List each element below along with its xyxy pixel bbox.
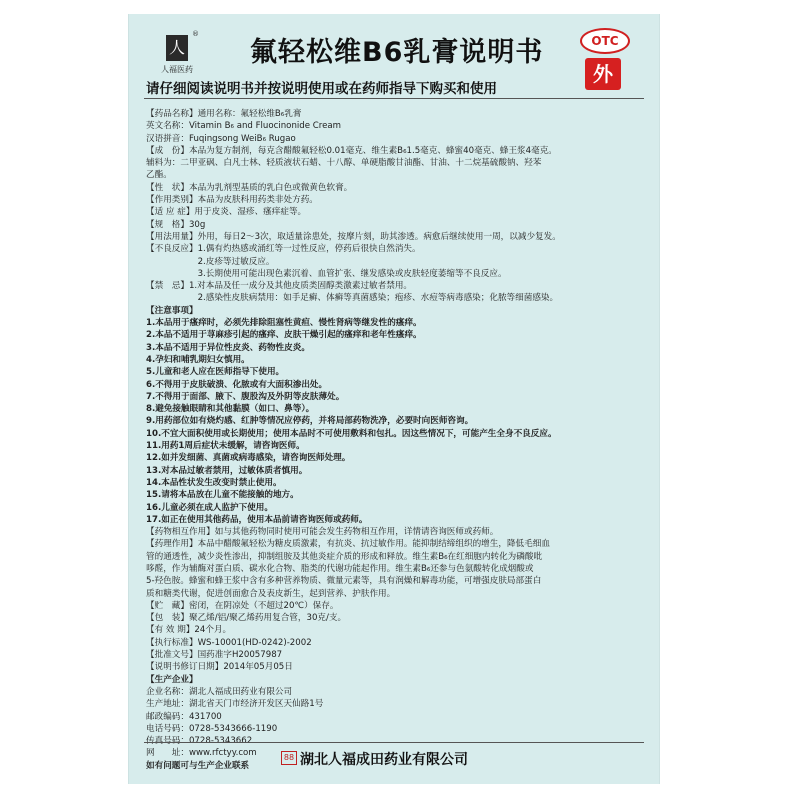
text-line: 5-羟色胺。蜂蜜和蜂王浆中含有多种营养物质、微量元素等，具有润燥和解毒功能，可增强皮肤局部蛋白	[146, 576, 542, 587]
text-line: 【用法用量】外用，每日2～3次，取适量涂患处，按摩片刻，助其渗透。病愈后继续使用一周，以减少复发。	[146, 231, 561, 242]
text-line: 网 址：www.rfctyy.com	[146, 748, 257, 759]
text-line: 英文名称：Vitamin B₆ and Fluocinonide Cream	[146, 121, 342, 132]
text-line: 乙酯。	[146, 170, 172, 181]
text-line: 13.对本品过敏者禁用，过敏体质者慎用。	[146, 465, 308, 476]
text-line: 电话号码：0728-5343666-1190	[146, 723, 278, 734]
text-line: 4.孕妇和哺乳期妇女慎用。	[146, 354, 250, 365]
text-line: 【禁 忌】1.对本品及任一成分及其他皮质类固醇类激素过敏者禁用。	[146, 281, 413, 292]
text-line: 2.皮疹等过敏反应。	[146, 256, 275, 267]
text-line: 7.不得用于面部、腋下、腹股沟及外阴等皮肤薄处。	[146, 391, 345, 402]
text-line: 2.感染性皮肤病禁用：如手足癣、体癣等真菌感染；疱疹、水痘等病毒感染；化脓等细菌感染。	[146, 293, 559, 304]
text-line: 质和糖类代谢，促进创面愈合及表皮新生，起到营养、护肤作用。	[146, 588, 396, 599]
footer-logo-icon: 88	[281, 751, 297, 765]
text-line: 【贮 藏】密闭，在阴凉处（不超过20℃）保存。	[146, 600, 339, 611]
text-line: 9.用药部位如有烧灼感、红肿等情况应停药，并将局部药物洗净，必要时向医师咨询。	[146, 416, 474, 427]
text-line: 哆醛，作为辅酶对蛋白质、碳水化合物、脂类的代谢功能起作用。维生素B₆还参与色氨酸转化成烟酸或	[146, 563, 534, 574]
text-line: 【执行标准】WS-10001(HD-0242)-2002	[146, 637, 312, 648]
text-line: 管的通透性，减少炎性渗出，抑制组胺及其他炎症介质的形成和释放。维生素B₆在红细胞内转化为磷酸吡	[146, 551, 543, 562]
text-line: 【药理作用】本品中醋酸氟轻松为糖皮质激素，有抗炎、抗过敏作用。能抑制结缔组织的增生，降低毛细血	[146, 539, 550, 550]
text-line: 【有 效 期】24个月。	[146, 625, 232, 636]
text-line: 12.如并发细菌、真菌或病毒感染，请咨询医师处理。	[146, 453, 351, 464]
text-line: 【成 份】本品为复方制剂，每克含醋酸氟轻松0.01毫克、维生素B₆1.5毫克、蜂蜜40毫克、蜂王浆4毫克。	[146, 145, 557, 156]
text-line: 生产地址：湖北省天门市经济开发区天仙路1号	[146, 699, 324, 710]
logo-text: 人福医药	[161, 65, 193, 74]
external-use-badge: 外	[585, 58, 621, 90]
text-line: 【包 装】聚乙烯/铝/聚乙烯药用复合管，30克/支。	[146, 613, 347, 624]
registered-mark: ®	[192, 30, 199, 38]
text-line: 辅料为：二甲亚砜、白凡士林、轻质液状石蜡、十八醇、单硬脂酸甘油酯、甘油、十二烷基硫酸钠、羟苯	[146, 158, 542, 169]
text-line: 14.本品性状发生改变时禁止使用。	[146, 477, 282, 488]
text-line: 【性 状】本品为乳剂型基质的乳白色或微黄色软膏。	[146, 182, 353, 193]
text-line: 2.本品不适用于荨麻疹引起的瘙痒、皮肤干燥引起的瘙痒和老年性瘙痒。	[146, 330, 422, 341]
otc-badge: OTC	[580, 28, 630, 54]
text-line: 【药物相互作用】如与其他药物同时使用可能会发生药物相互作用，详情请咨询医师或药师。	[146, 527, 499, 538]
text-line: 1.本品用于瘙痒时，必须先排除阻塞性黄疸、慢性肾病等继发性的瘙痒。	[146, 318, 422, 329]
text-line: 【生产企业】	[146, 674, 198, 685]
text-line: 15.请将本品放在儿童不能接触的地方。	[146, 490, 299, 501]
text-line: 6.不得用于皮肤破溃、化脓或有大面积渗出处。	[146, 379, 328, 390]
text-line: 3.本品不适用于异位性皮炎、药物性皮炎。	[146, 342, 310, 353]
text-line: 【规 格】30g	[146, 219, 206, 230]
text-line: 16.儿童必须在成人监护下使用。	[146, 502, 273, 513]
text-line: 如有问题可与生产企业联系	[146, 760, 250, 771]
company-logo	[146, 30, 206, 82]
person-logo-icon: 人	[166, 35, 188, 61]
text-line: 8.避免接触眼睛和其他黏膜（如口、鼻等）。	[146, 404, 315, 415]
subtitle: 请仔细阅读说明书并按说明使用或在药师指导下购买和使用	[146, 81, 497, 97]
text-line: 传真号码：0728-5343662	[146, 736, 253, 747]
footer-divider	[144, 742, 644, 743]
text-line: 11.用药1周后症状未缓解，请咨询医师。	[146, 441, 305, 452]
text-line: 【批准文号】国药准字H20057987	[146, 650, 283, 661]
text-line: 【说明书修订日期】2014年05月05日	[146, 662, 293, 673]
text-line: 5.儿童和老人应在医师指导下使用。	[146, 367, 285, 378]
text-line: 3.长期使用可能出现色素沉着、血管扩张、继发感染或皮肤轻度萎缩等不良反应。	[146, 268, 507, 279]
text-line: 【适 应 症】用于皮炎、湿疹、瘙痒症等。	[146, 207, 307, 218]
text-line: 企业名称：湖北人福成田药业有限公司	[146, 686, 293, 697]
text-line: 【不良反应】1.偶有灼热感或涌红等一过性反应，停药后很快自然消失。	[146, 244, 421, 255]
text-line: 17.如正在使用其他药品，使用本品前请咨询医师或药师。	[146, 514, 368, 525]
text-line: 【作用类别】本品为皮肤科用药类非处方药。	[146, 195, 318, 206]
page-title: 氟轻松维B6乳膏说明书	[250, 37, 544, 68]
text-line: 【药品名称】通用名称：氟轻松维B₆乳膏	[146, 109, 302, 119]
text-line: 【注意事项】	[146, 305, 198, 316]
text-line: 邮政编码：431700	[146, 711, 222, 722]
footer-company: 湖北人福成田药业有限公司	[300, 752, 468, 768]
text-line: 汉语拼音：Fuqingsong WeiB₆ Rugao	[146, 133, 296, 144]
header-divider	[144, 98, 644, 99]
text-line: 10.不宜大面积使用或长期使用；使用本品时不可使用敷料和包扎。因这些情况下，可能产生全身不良反应。	[146, 428, 557, 439]
leaflet-body	[146, 108, 646, 772]
